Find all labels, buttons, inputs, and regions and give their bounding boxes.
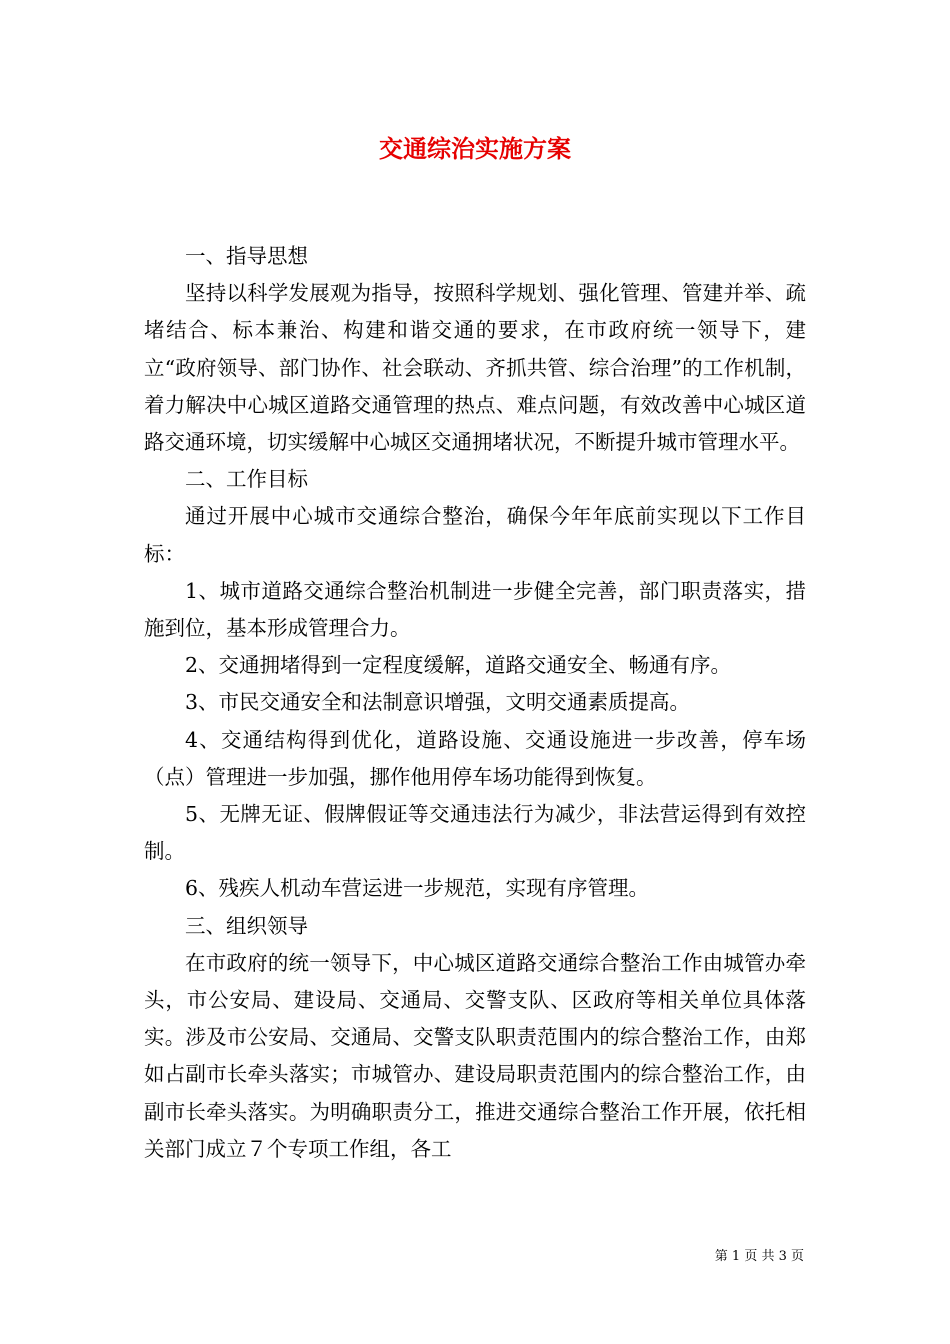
section-heading-guiding-ideology: 一、指导思想	[185, 244, 308, 268]
section-heading-organization: 三、组织领导	[185, 913, 308, 938]
document-body	[144, 238, 806, 1168]
goal-item-6: 6、残疾人机动车营运进一步规范，实现有序管理。	[185, 876, 650, 901]
paragraph-work-goals-intro: 通过开展中心城市交通综合整治，确保今年年底前实现以下工作目标：	[144, 504, 806, 566]
goal-item-1: 1、城市道路交通综合整治机制进一步健全完善，部门职责落实，措施到位，基本形成管理合力。	[144, 578, 806, 641]
goal-item-2: 2、交通拥堵得到一定程度缓解，道路交通安全、畅通有序。	[185, 653, 732, 678]
goal-item-5: 5、无牌无证、假牌假证等交通违法行为减少，非法营运得到有效控制。	[144, 802, 806, 864]
page-number: 第 1 页 共 3 页	[714, 1249, 804, 1264]
goal-item-4: 4、交通结构得到优化，道路设施、交通设施进一步改善，停车场（点）管理进一步加强，挪作他用停车场功能得到恢复。	[144, 727, 806, 789]
section-heading-work-goals: 二、工作目标	[185, 467, 308, 492]
paragraph-organization: 在市政府的统一领导下，中心城区道路交通综合整治工作由城管办牵头，市公安局、建设局、交通局、交警支队、区政府等相关单位具体落实。涉及市公安局、交通局、交警支队职责范围内的综合整治工作，由郑如占副市长牵头落实；市城管办、建设局职责范围内的综合整治工作，由副市长牵头落实。为明确职责分工，推进交通综合整治工作开展，依托相关部门成立７个专项工作组，各工	[144, 950, 806, 1161]
document-title: 交通综治实施方案	[379, 134, 571, 163]
goal-item-3: 3、市民交通安全和法制意识增强，文明交通素质提高。	[185, 690, 691, 715]
paragraph-guiding-ideology: 坚持以科学发展观为指导，按照科学规划、强化管理、管建并举、疏堵结合、标本兼治、构建和谐交通的要求，在市政府统一领导下，建立“政府领导、部门协作、社会联动、齐抓共管、综合治理”的工作机制，着力解决中心城区道路交通管理的热点、难点问题，有效改善中心城区道路交通环境，切实缓解中心城区交通拥堵状况，不断提升城市管理水平。	[144, 281, 806, 455]
